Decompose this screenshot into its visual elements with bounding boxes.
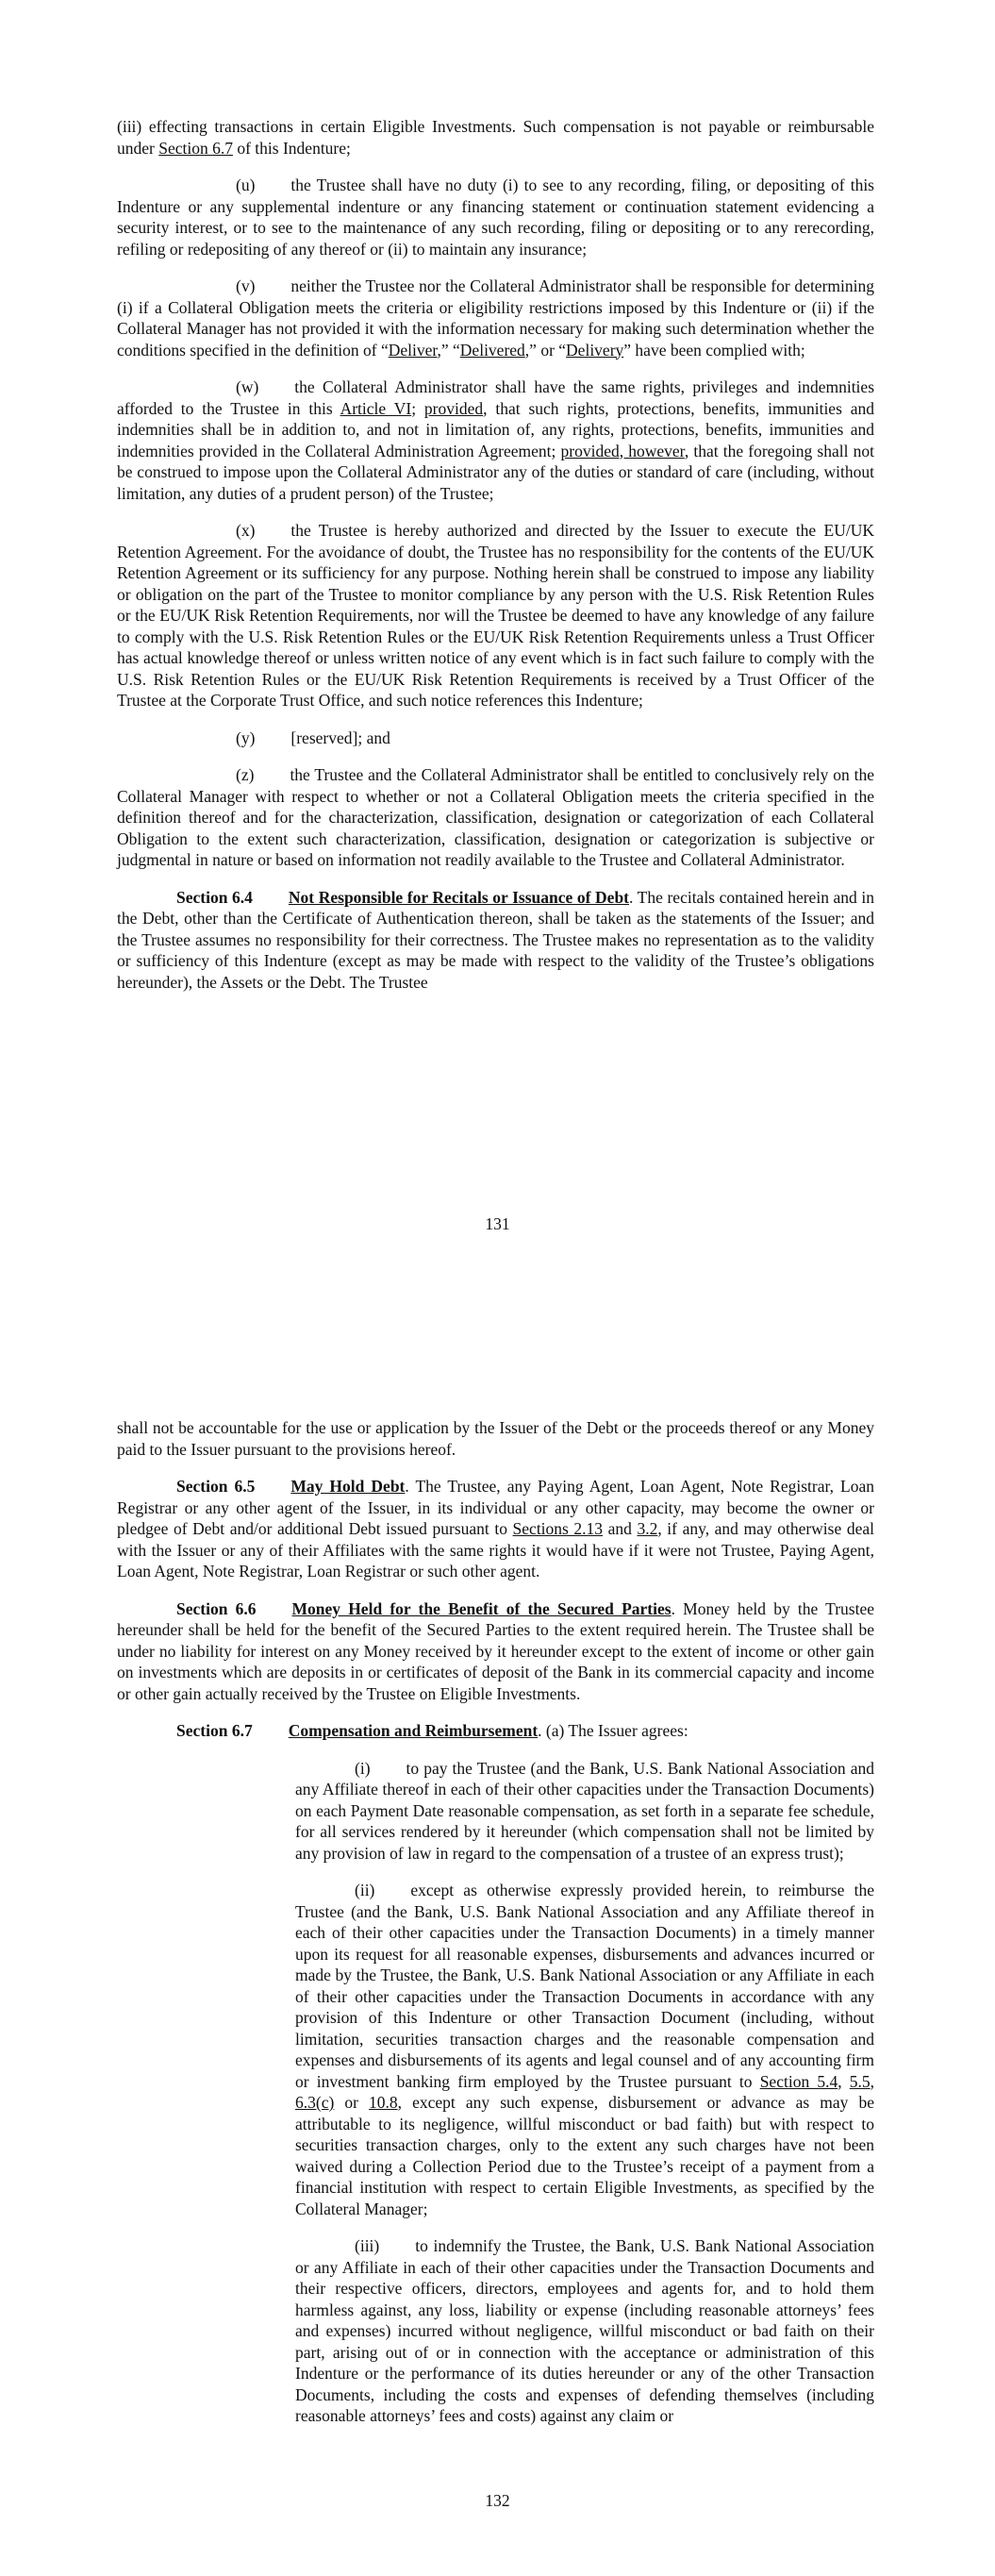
clause-label: (u) [236, 176, 256, 194]
item-iii: (iii) to indemnify the Trustee, the Bank, U.S. Bank National Association or any Affiliate in each of their other capacities under the Transaction Documents and their respective officers, directors, employees and agents for, and to hold them harmless against, any loss, liability or expense (including reasonable attorneys’ fees and expenses) incurred without negligence, willful misconduct or bad faith on their part, arising out of or in connection with the acceptance or administration of this Indenture or the performance of its duties hereunder or any of the other Transaction Documents, including the costs and expenses of defending themselves (including reasonable attorneys’ fees and costs) against any claim or [295, 2236, 874, 2425]
section-6-7: Section 6.7 Compensation and Reimbursement. (a) The Issuer agrees: [176, 1721, 688, 1740]
section-heading: Not Responsible for Recitals or Issuance of Debt [288, 887, 630, 907]
section-heading: May Hold Debt [290, 1477, 406, 1496]
page-number: 132 [485, 2491, 510, 2510]
item-label: (ii) [355, 1881, 375, 1899]
item-label: (i) [355, 1758, 371, 1778]
section-number: Section 6.4 [176, 887, 253, 907]
item-label: (iii) [355, 2236, 380, 2255]
clause-y: (y) [reserved]; and [236, 728, 390, 747]
defined-term-delivery: Delivery [566, 340, 624, 360]
clause-w: (w) the Collateral Administrator shall have the same rights, privileges and indemnities afforded to the Trustee in this Article VI; provided, that such rights, protections, benefits, immunities and indemnities shall be in addition to, and not in limitation of, any rights, protections, benefits, immunities and indemnities provided in the Collateral Administration Agreement; provided, however, that the foregoing shall not be construed to impose upon the Collateral Administrator any of the duties or standard of care (including, without limitation, any duties of a prudent person) of the Trustee; [117, 377, 875, 503]
section-number: Section 6.6 [176, 1598, 257, 1618]
clause-label: (v) [236, 276, 256, 295]
cross-ref-5-5[interactable]: 5.5 [849, 2071, 871, 2091]
clause-u: (u) the Trustee shall have no duty (i) to see to any recording, filing, or depositing of this Indenture or any supplemental indenture or any financing statement or continuation statement evidencing a security interest, or to see to the maintenance of any such recording, filing or depositing or to any rerecording, refiling or redepositing of any thereof or (ii) to maintain any insurance; [117, 176, 874, 259]
proviso-provided-however: provided, however [560, 441, 685, 460]
item-ii: (ii) except as otherwise expressly provided herein, to reimburse the Trustee (and the Bank, U.S. Bank National Association and any Affiliate thereof in each of their other capacities under the Transaction Documents) in a timely manner upon its request for all reasonable expenses, disbursements and advances incurred or made by the Trustee, the Bank, U.S. Bank National Association or any Affiliate in each of their other capacities under the Transaction Documents in accordance with any provision of this Indenture or other Transaction Document (including, without limitation, securities transaction charges and the reasonable compensation and expenses and disbursements of its agents and legal counsel and of any accounting firm or investment banking firm employed by the Trustee pursuant to Section 5.4, 5.5, 6.3(c) or 10.8, except any such expense, disbursement or advance as may be attributable to its negligence, willful misconduct or bad faith) but with respect to securities transaction charges, only to the extent any such charges have not been waived during a Collection Period due to the Trustee’s receipt of a payment from a financial institution with respect to certain Eligible Investments, as specified by the Collateral Manager; [295, 1881, 875, 2218]
clause-z: (z) the Trustee and the Collateral Administrator shall be entitled to conclusively rely on the Collateral Manager with respect to whether or not a Collateral Obligation meets the criteria specified in the definition thereof and for the characterization, classification, designation or categorization of each Collateral Obligation to the extent such characterization, classification, designation or categorization is subjective or judgmental in nature or based on information not readily available to the Trustee and Collateral Administrator. [117, 765, 874, 869]
proviso-provided: provided [423, 398, 484, 418]
clause-x: (x) the Trustee is hereby authorized and directed by the Issuer to execute the EU/UK Retention Agreement. For the avoidance of doubt, the Trustee has no responsibility for the contents of the EU/UK Retention Agreement or its sufficiency for any purpose. Nothing herein shall be construed to impose any liability or obligation on the part of the Trustee to monitor compliance by any person with the U.S. Risk Retention Rules or the EU/UK Risk Retention Requirements, nor will the Trustee be deemed to have any knowledge of any failure to comply with the U.S. Risk Retention Rules or the EU/UK Risk Retention Requirements unless a Trust Officer has actual knowledge thereof or unless written notice of any event which is in fact such failure to comply with the U.S. Risk Retention Rules or the EU/UK Risk Retention Requirements is received by a Trust Officer of the Trustee at the Corporate Trust Office, and such notice references this Indenture; [117, 521, 874, 710]
defined-term-deliver: Deliver [388, 340, 438, 360]
page-number: 131 [485, 1214, 510, 1233]
page-132 [0, 1312, 995, 2576]
section-heading: Compensation and Reimbursement [288, 1721, 539, 1740]
section-6-4: Section 6.4 Not Responsible for Recitals or Issuance of Debt. The recitals contained herein and in the Debt, other than the Certificate of Authentication thereon, shall be taken as the statements of the Issuer; and the Trustee assumes no responsibility for their correctness. The Trustee makes no representation as to the validity or sufficiency of this Indenture (except as may be made with respect to the validity of the Trustee’s obligations hereunder), the Assets or the Debt. The Trustee [117, 887, 875, 992]
cross-ref-section-5-4[interactable]: Section 5.4 [759, 2071, 838, 2091]
paragraph-iii-continued: (iii) effecting transactions in certain Eligible Investments. Such compensation is not payable or reimbursable under Section 6.7 of this Indenture; [117, 117, 874, 158]
section-6-4-continued: shall not be accountable for the use or application by the Issuer of the Debt or the proceeds thereof or any Money paid to the Issuer pursuant to the provisions hereof. [117, 1418, 874, 1459]
section-heading: Money Held for the Benefit of the Secured Parties [291, 1598, 672, 1618]
clause-label: (y) [236, 728, 256, 747]
section-number: Section 6.7 [176, 1721, 253, 1740]
cross-ref-10-8[interactable]: 10.8 [369, 2093, 398, 2112]
section-6-5: Section 6.5 May Hold Debt. The Trustee, any Paying Agent, Loan Agent, Note Registrar, Loan Registrar or any other agent of the Issuer, in its individual or any other capacity, may become the owner or pledgee of Debt and/or additional Debt issued pursuant to Sections 2.13 and 3.2, if any, and may otherwise deal with the Issuer or any of their Affiliates with the same rights it would have if it were not Trustee, Paying Agent, Loan Agent, Note Registrar, Loan Registrar or such other agent. [117, 1477, 874, 1581]
section-number: Section 6.5 [176, 1477, 256, 1496]
clause-label: (x) [236, 521, 256, 540]
clause-v: (v) neither the Trustee nor the Collateral Administrator shall be responsible for determining (i) if a Collateral Obligation meets the criteria or eligibility restrictions imposed by this Indenture or (ii) if the Collateral Manager has not provided it with the information necessary for making such determination whether the conditions specified in the definition of “Deliver,” “Delivered,” or “Delivery” have been complied with; [117, 276, 874, 360]
cross-ref-6-3-c[interactable]: 6.3(c) [295, 2093, 335, 2112]
cross-ref-3-2[interactable]: 3.2 [637, 1519, 658, 1538]
cross-ref-article-vi[interactable]: Article VI [340, 398, 412, 418]
clause-label: (z) [236, 765, 255, 784]
defined-term-delivered: Delivered [459, 340, 525, 360]
cross-ref-sections-2-13[interactable]: Sections 2.13 [512, 1519, 604, 1538]
clause-label: (w) [236, 377, 259, 396]
item-i: (i) to pay the Trustee (and the Bank, U.S. Bank National Association and any Affiliate thereof in each of their other capacities under the Transaction Documents) on each Payment Date reasonable compensation, as set forth in a separate fee schedule, for all services rendered by it hereunder (which compensation shall not be limited by any provision of law in regard to the compensation of a trustee of an express trust); [295, 1758, 874, 1863]
section-6-6: Section 6.6 Money Held for the Benefit of the Secured Parties. Money held by the Trustee hereunder shall be held for the benefit of the Secured Parties to the extent required herein. The Trustee shall be under no liability for interest on any Money received by it hereunder except to the extent of income or other gain on investments which are deposits in or certificates of deposit of the Bank in its commercial capacity and income or other gain actually received by the Trustee on Eligible Investments. [117, 1598, 874, 1703]
cross-ref-section-6-7[interactable]: Section 6.7 [158, 138, 233, 158]
